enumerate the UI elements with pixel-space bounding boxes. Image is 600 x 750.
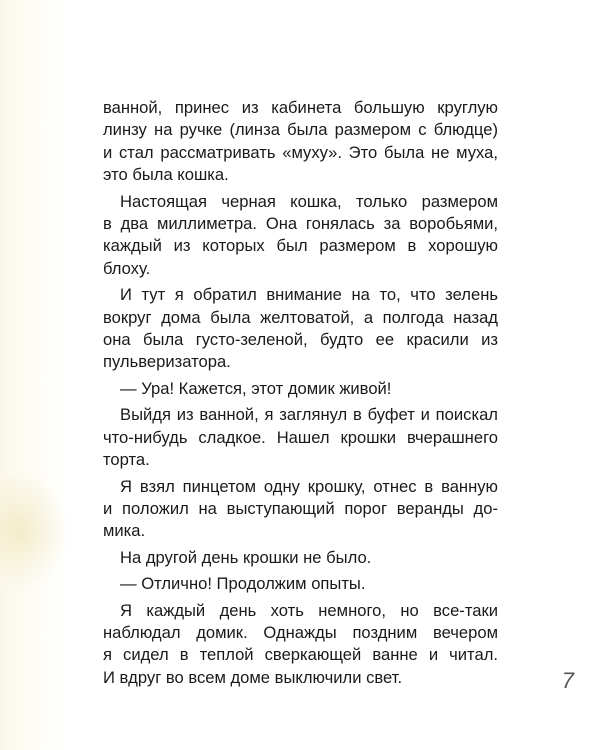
text-line: мика. [103,521,146,541]
text-line: — Отлично! Продолжим опыты. [120,574,366,594]
text-line: На другой день крошки не было. [120,547,372,567]
text-line: И вдруг во всем доме выключили свет. [103,667,403,687]
paragraph [103,573,498,595]
text-line: вокруг дома была желтоватой, а полгода назад [103,307,498,327]
paragraph [103,284,498,374]
paragraph [103,476,498,543]
text-line: Выйдя из ванной, я заглянул в буфет и поискал [120,405,498,425]
text-line: И тут я обратил внимание на то, что зелень [120,285,498,305]
text-line: Я взял пинцетом одну крошку, отнес в ванную [120,476,498,496]
body-text [103,97,498,693]
text-line: Настоящая черная кошка, только размером [120,191,498,211]
text-line: торта. [103,450,150,470]
text-line: ванной, принес из кабинета большую круглую [103,98,498,117]
text-line: я сидел в теплой сверкающей ванне и читал. [103,645,498,665]
text-line: что-нибудь сладкое. Нашел крошки вчерашнего [103,427,498,447]
text-line: линзу на ручке (линза была размером с блюдце) [103,120,498,140]
paragraph [103,97,498,187]
page-number: 7 [561,668,574,693]
paragraph [103,404,498,471]
paragraph [103,378,498,400]
text-line: это была кошка. [103,165,229,185]
text-line: в два миллиметра. Она гонялась за воробьями, [103,214,498,234]
text-line: и стал рассматривать «муху». Это была не муха, [103,142,498,162]
paragraph [103,191,498,281]
paragraph [103,547,498,569]
page-stain [0,470,70,590]
text-line: каждый из которых был размером в хорошую [103,236,498,256]
text-line: она была густо-зеленой, будто ее красили из [103,330,498,350]
text-line: — Ура! Кажется, этот домик живой! [120,378,392,398]
text-line: пульверизатора. [103,352,231,372]
text-line: Я каждый день хоть немного, но все-таки [120,600,498,620]
text-line: и положил на выступающий порог веранды до- [103,498,498,518]
text-line: наблюдал домик. Однажды поздним вечером [103,622,498,642]
text-line: блоху. [103,258,151,278]
